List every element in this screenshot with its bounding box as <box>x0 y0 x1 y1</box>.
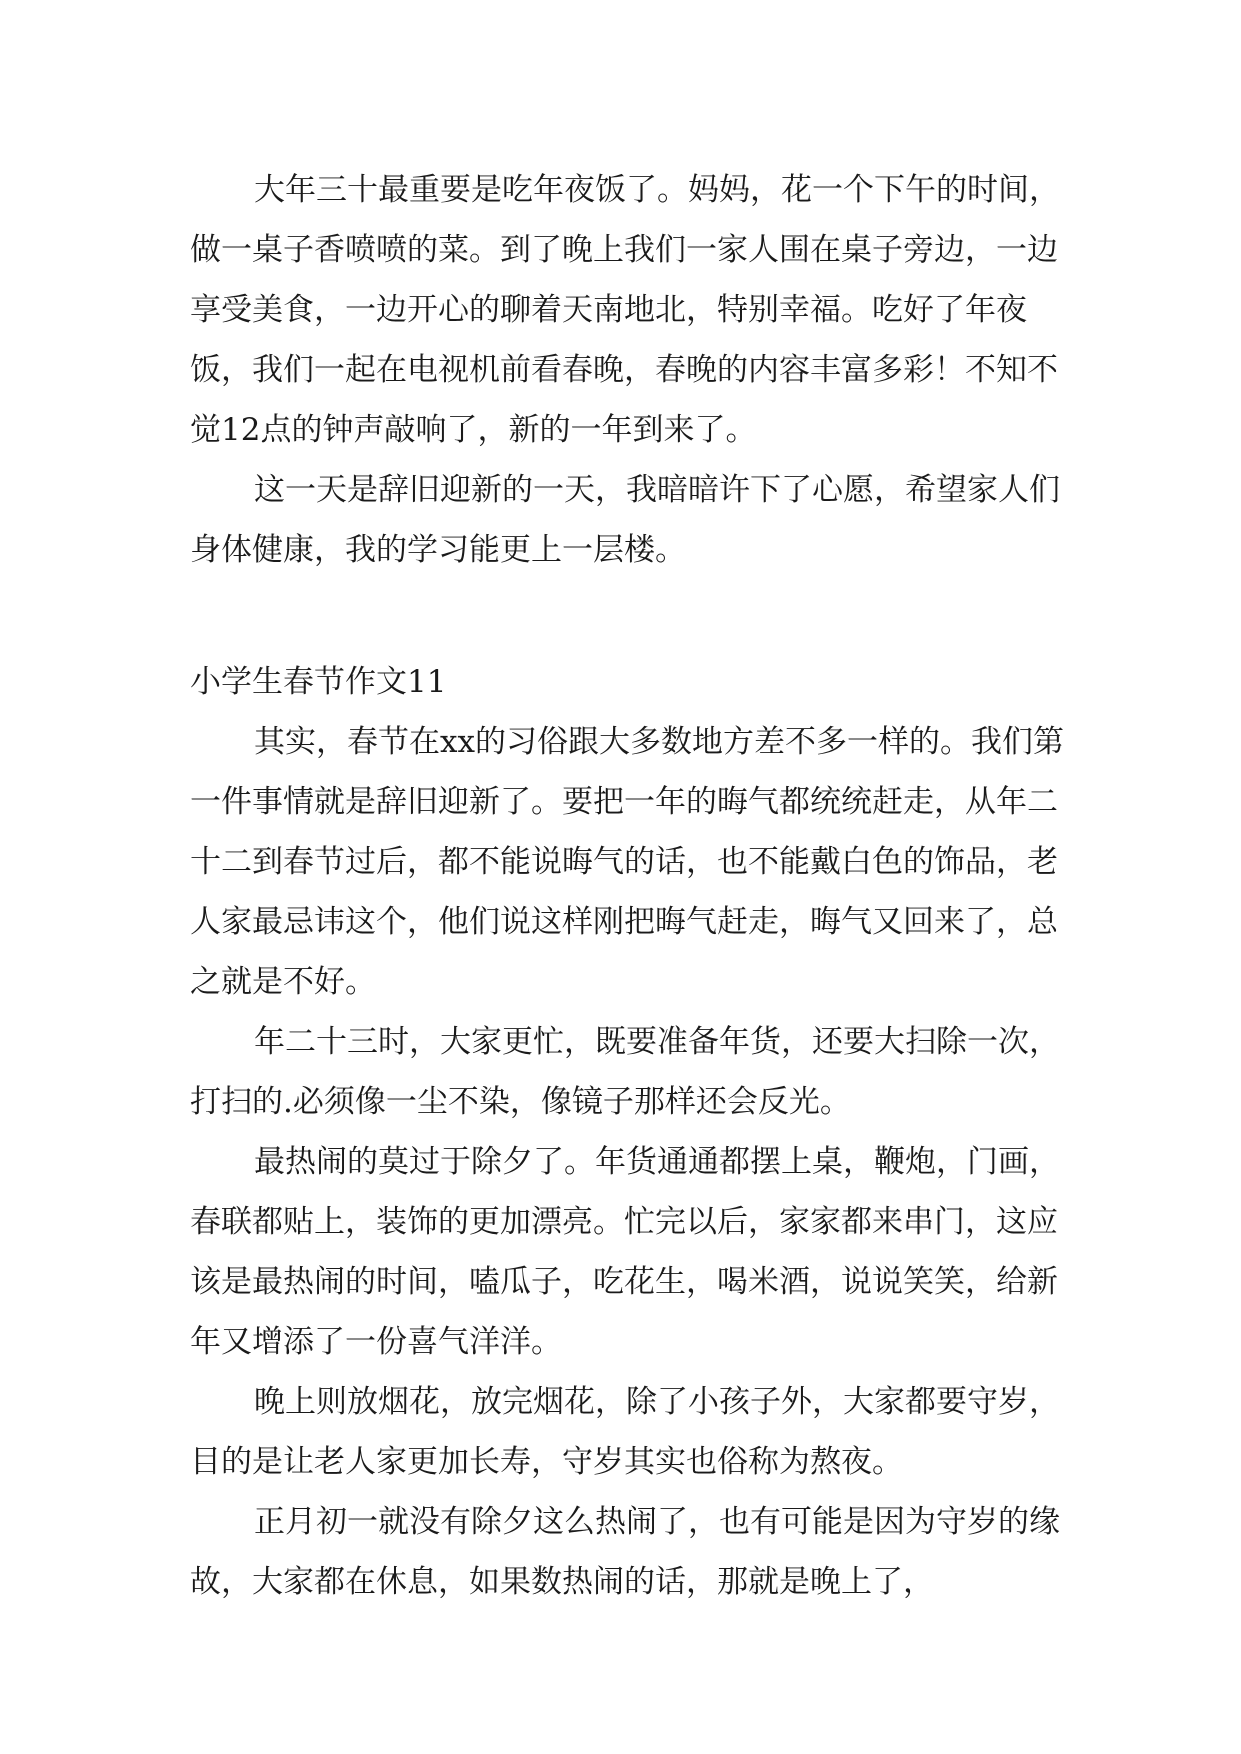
section-title: 小学生春节作文11 <box>190 664 447 700</box>
paragraph-fireworks: 晚上则放烟花，放完烟花，除了小孩子外，大家都要守岁，目的是让老人家更加长寿，守岁其实也俗称为熬夜。 <box>190 1384 1060 1480</box>
paragraph-customs: 其实，春节在xx的习俗跟大多数地方差不多一样的。我们第一件事情就是辞旧迎新了。要把一年的晦气都统统赶走，从年二十二到春节过后，都不能说晦气的话，也不能戴白色的饰品，老人家最忌讳这个，他们说这样刚把晦气赶走，晦气又回来了，总之就是不好。 <box>190 724 1064 1000</box>
document-body <box>190 160 1070 1612</box>
paragraph-first-day: 正月初一就没有除夕这么热闹了，也有可能是因为守岁的缘故，大家都在休息，如果数热闹的话，那就是晚上了， <box>190 1504 1060 1600</box>
paragraph-new-year-wish: 这一天是辞旧迎新的一天，我暗暗许下了心愿，希望家人们身体健康，我的学习能更上一层楼。 <box>190 472 1060 568</box>
paragraph-new-years-eve-dinner: 大年三十最重要是吃年夜饭了。妈妈，花一个下午的时间，做一桌子香喷喷的菜。到了晚上我们一家人围在桌子旁边，一边享受美食，一边开心的聊着天南地北，特别幸福。吃好了年夜饭，我们一起在电视机前看春晚，春晚的内容丰富多彩！不知不觉12点的钟声敲响了，新的一年到来了。 <box>190 172 1060 448</box>
paragraph-cleaning: 年二十三时，大家更忙，既要准备年货，还要大扫除一次，打扫的.必须像一尘不染，像镜子那样还会反光。 <box>190 1024 1060 1120</box>
paragraph-new-years-eve: 最热闹的莫过于除夕了。年货通通都摆上桌，鞭炮，门画，春联都贴上，装饰的更加漂亮。忙完以后，家家都来串门，这应该是最热闹的时间，嗑瓜子，吃花生，喝米酒，说说笑笑，给新年又增添了一份喜气洋洋。 <box>190 1144 1060 1360</box>
